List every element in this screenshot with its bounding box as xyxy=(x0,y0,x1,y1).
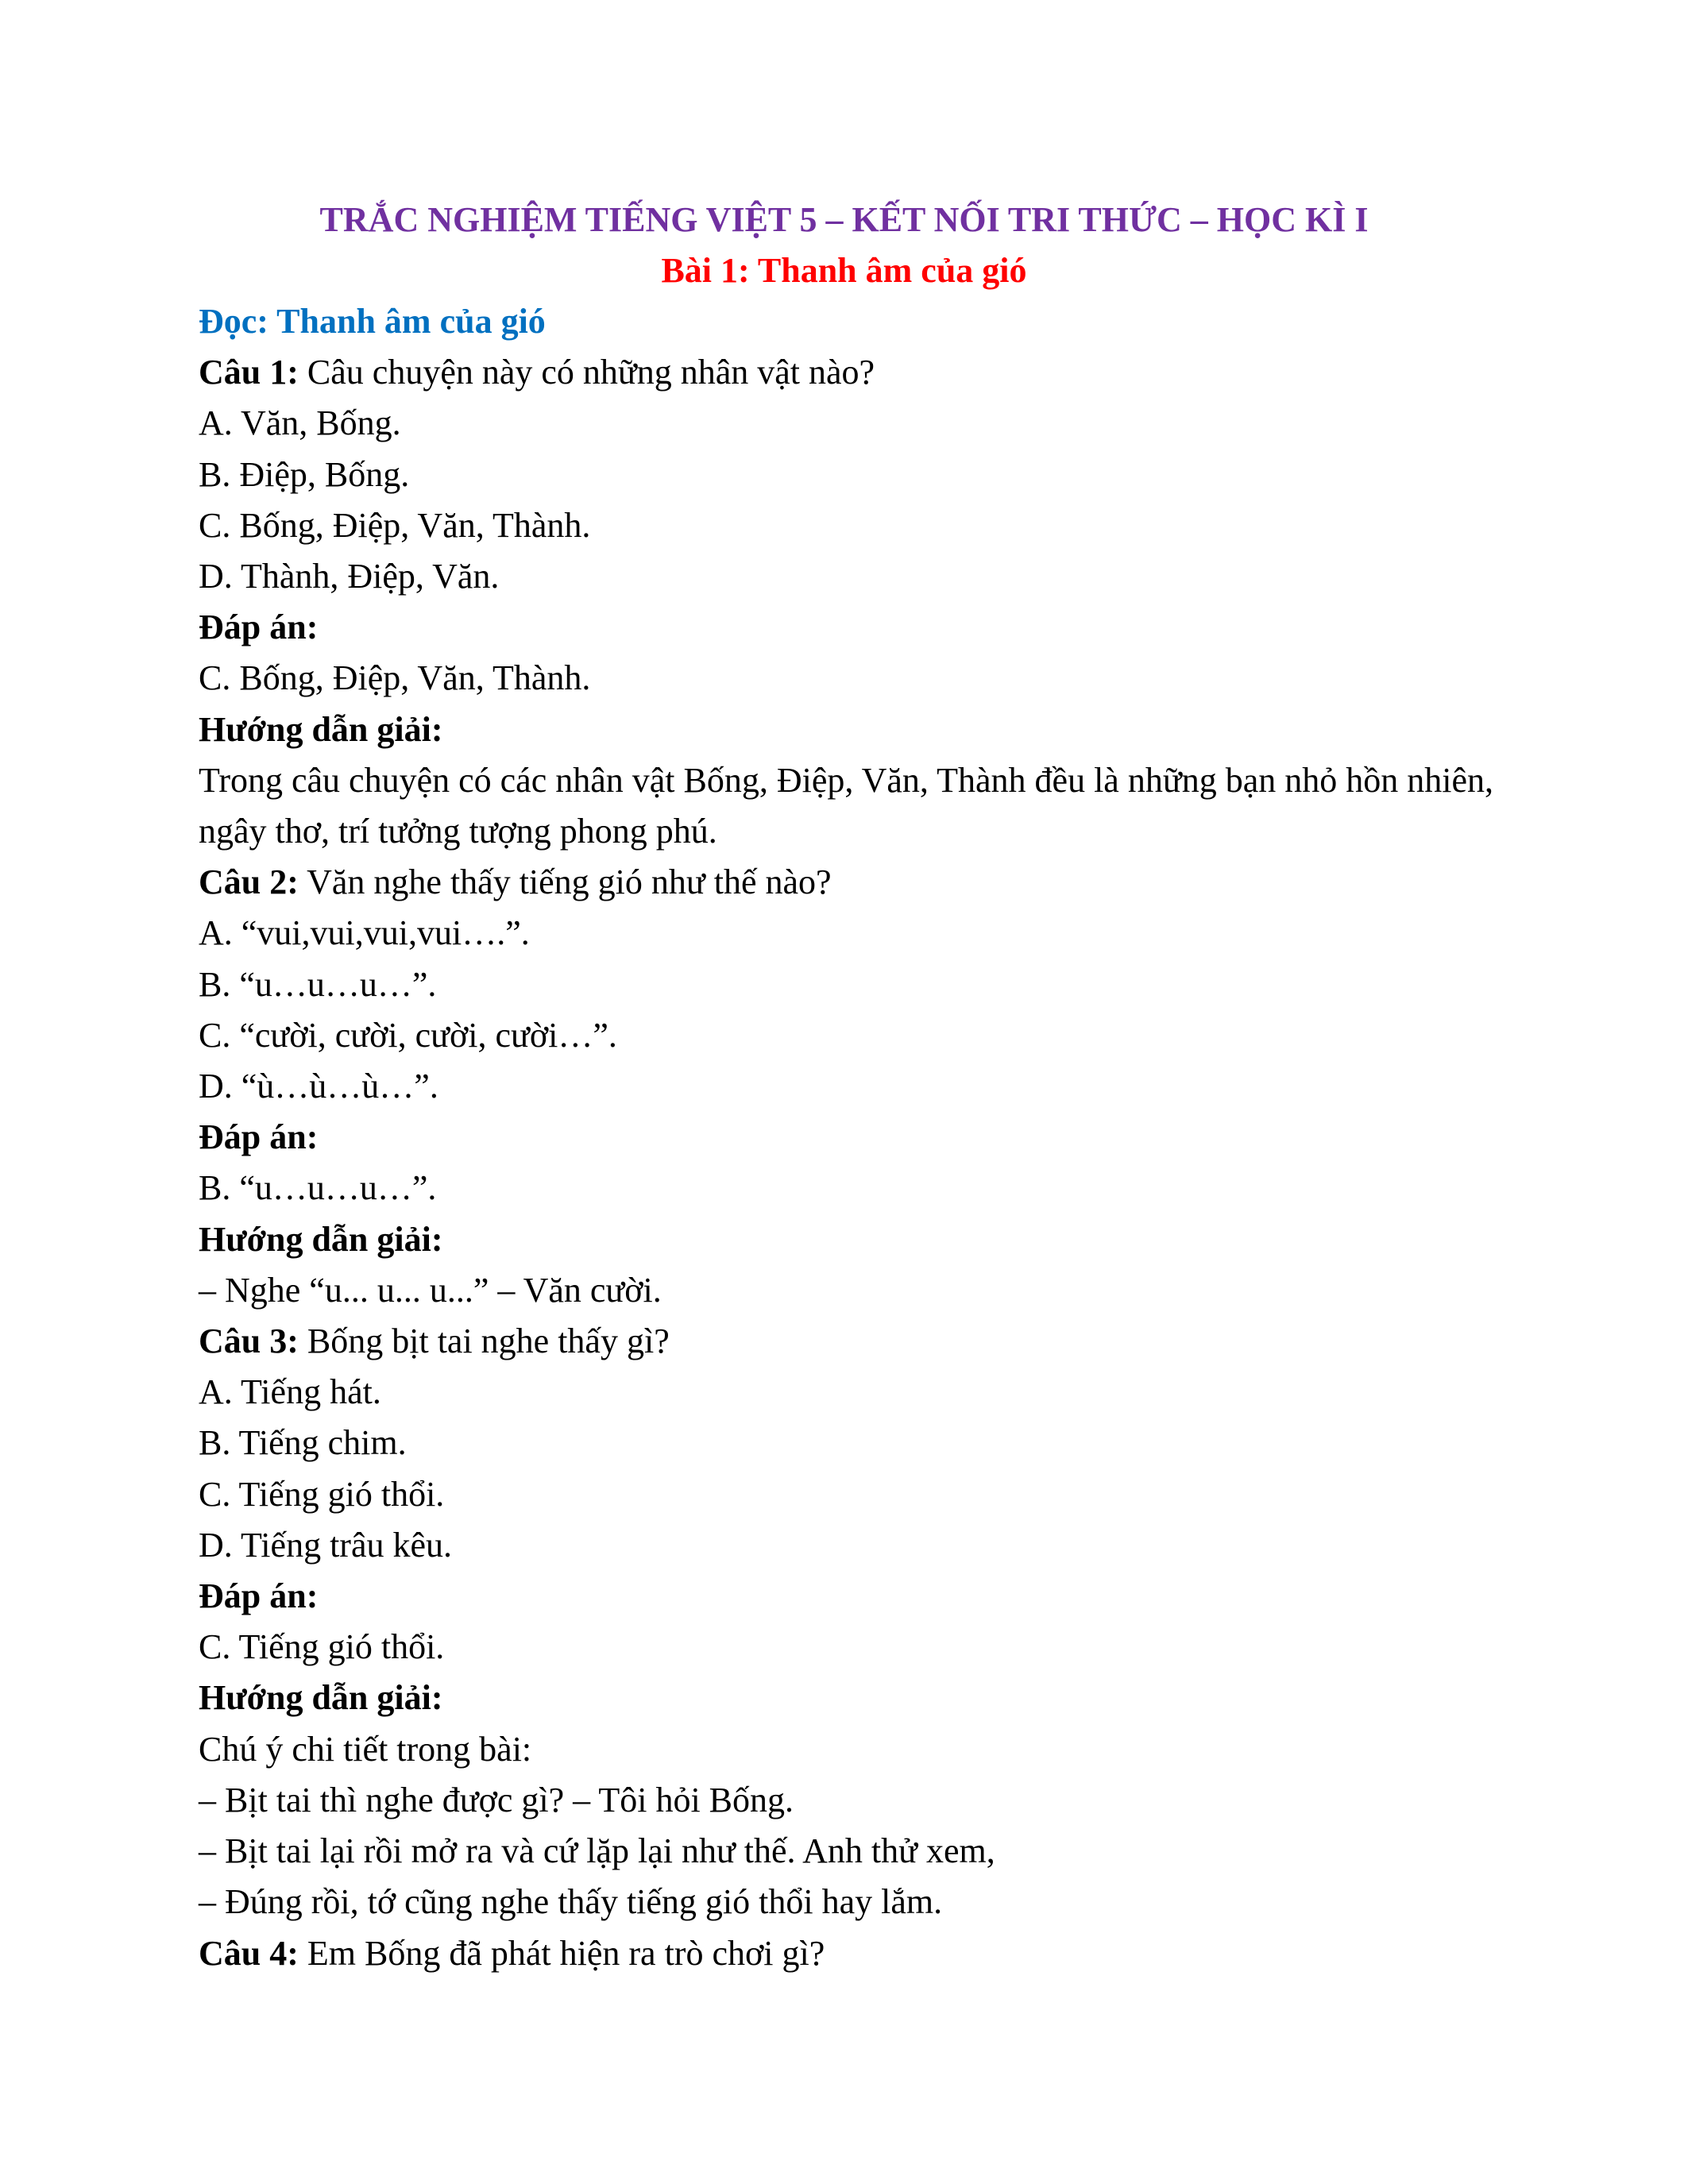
answer-text: B. “u…u…u…”. xyxy=(199,1168,437,1208)
option-b: B. Tiếng chim. xyxy=(199,1423,407,1463)
document-title: TRẮC NGHIỆM TIẾNG VIỆT 5 – KẾT NỐI TRI THỨC – HỌC KÌ I xyxy=(319,200,1369,239)
question-text: Văn nghe thấy tiếng gió như thế nào? xyxy=(298,862,832,902)
guide-line: – Nghe “u... u... u...” – Văn cười. xyxy=(199,1270,662,1310)
guide-line: – Bịt tai lại rồi mở ra và cứ lặp lại như thế. Anh thử xem, xyxy=(199,1831,995,1871)
section-heading: Đọc: Thanh âm của gió xyxy=(199,302,546,341)
question-2 xyxy=(199,857,1493,908)
question-text: Bống bịt tai nghe thấy gì? xyxy=(298,1322,670,1361)
answer-text: C. Tiếng gió thổi. xyxy=(199,1627,445,1667)
option-b: B. Điệp, Bống. xyxy=(199,454,410,494)
guide-label: Hướng dẫn giải: xyxy=(199,709,443,749)
option-a: A. Văn, Bống. xyxy=(199,403,401,443)
question-label: Câu 4: xyxy=(199,1933,299,1973)
guide-line: Chú ý chi tiết trong bài: xyxy=(199,1729,532,1769)
question-text: Em Bống đã phát hiện ra trò chơi gì? xyxy=(298,1933,825,1973)
option-c: C. Tiếng gió thổi. xyxy=(199,1474,445,1514)
answer-text: C. Bống, Điệp, Văn, Thành. xyxy=(199,658,591,698)
option-d: D. “ù…ù…ù…”. xyxy=(199,1067,438,1106)
question-label: Câu 2: xyxy=(199,862,299,902)
option-d: D. Thành, Điệp, Văn. xyxy=(199,557,500,596)
option-b: B. “u…u…u…”. xyxy=(199,964,437,1004)
guide-line: – Đúng rồi, tớ cũng nghe thấy tiếng gió thổi hay lắm. xyxy=(199,1882,943,1922)
guide-label: Hướng dẫn giải: xyxy=(199,1219,443,1259)
lesson-title: Bài 1: Thanh âm của gió xyxy=(661,251,1027,290)
guide-line: – Bịt tai thì nghe được gì? – Tôi hỏi Bống. xyxy=(199,1780,794,1819)
question-text: Câu chuyện này có những nhân vật nào? xyxy=(298,353,875,392)
answer-label: Đáp án: xyxy=(199,608,319,647)
option-a: A. “vui,vui,vui,vui….”. xyxy=(199,913,530,953)
answer-label: Đáp án: xyxy=(199,1576,319,1616)
option-c: C. “cười, cười, cười, cười…”. xyxy=(199,1015,617,1055)
option-d: D. Tiếng trâu kêu. xyxy=(199,1525,452,1565)
question-1 xyxy=(199,347,1493,398)
option-a: A. Tiếng hát. xyxy=(199,1372,381,1412)
question-label: Câu 3: xyxy=(199,1322,299,1361)
question-3 xyxy=(199,1316,1493,1367)
guide-label: Hướng dẫn giải: xyxy=(199,1678,443,1718)
guide-paragraph: Trong câu chuyện có các nhân vật Bống, Điệp, Văn, Thành đều là những bạn nhỏ hồn nhiên, ngây thơ, trí tưởng tượng phong phú. xyxy=(199,760,1493,851)
document-body xyxy=(199,296,1493,1979)
answer-label: Đáp án: xyxy=(199,1117,319,1157)
option-c: C. Bống, Điệp, Văn, Thành. xyxy=(199,505,591,545)
question-4 xyxy=(199,1928,1493,1979)
question-label: Câu 1: xyxy=(199,353,299,392)
